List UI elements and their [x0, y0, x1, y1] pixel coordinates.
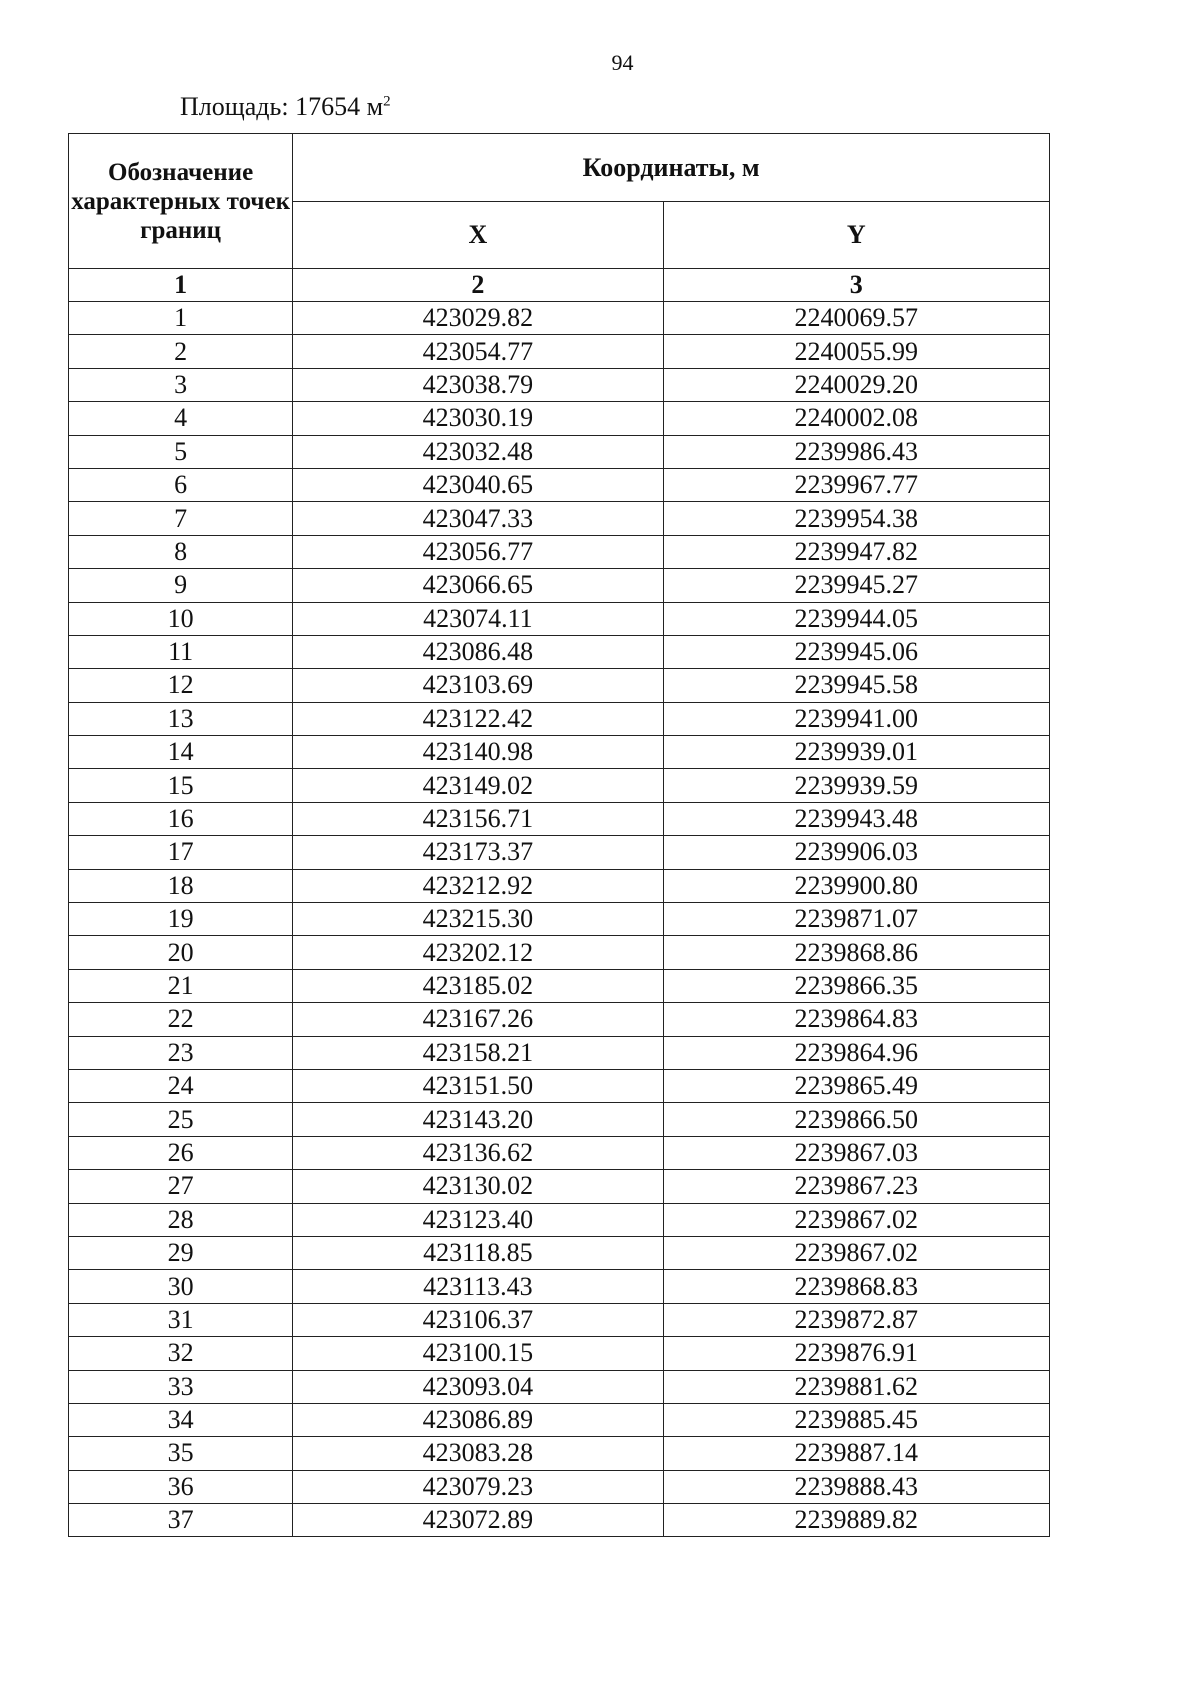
x-coordinate-cell: 423151.50	[293, 1069, 663, 1102]
y-coordinate-cell: 2239887.14	[663, 1437, 1049, 1470]
x-coordinate-cell: 423143.20	[293, 1103, 663, 1136]
x-coordinate-cell: 423030.19	[293, 402, 663, 435]
table-row	[69, 769, 1050, 802]
point-number-cell: 26	[69, 1136, 293, 1169]
y-coordinate-cell: 2239871.07	[663, 903, 1049, 936]
y-coordinate-cell: 2239947.82	[663, 535, 1049, 568]
table-row	[69, 402, 1050, 435]
x-coordinate-cell: 423215.30	[293, 903, 663, 936]
y-coordinate-cell: 2239867.02	[663, 1236, 1049, 1269]
point-number-cell: 7	[69, 502, 293, 535]
point-number-cell: 2	[69, 335, 293, 368]
y-coordinate-cell: 2239876.91	[663, 1337, 1049, 1370]
y-coordinate-cell: 2239986.43	[663, 435, 1049, 468]
y-coordinate-cell: 2239885.45	[663, 1403, 1049, 1436]
x-coordinate-cell: 423113.43	[293, 1270, 663, 1303]
page-number: 94	[611, 50, 634, 75]
points-column-header: Обозначение характерных точек границ	[69, 134, 293, 269]
x-coordinate-cell: 423212.92	[293, 869, 663, 902]
point-number-cell: 9	[69, 569, 293, 602]
table-row	[69, 302, 1050, 335]
x-coordinate-cell: 423074.11	[293, 602, 663, 635]
x-coordinate-cell: 423136.62	[293, 1136, 663, 1169]
x-coordinate-cell: 423032.48	[293, 435, 663, 468]
y-coordinate-cell: 2239888.43	[663, 1470, 1049, 1503]
y-coordinate-cell: 2240055.99	[663, 335, 1049, 368]
table-row	[69, 1003, 1050, 1036]
x-coordinate-cell: 423056.77	[293, 535, 663, 568]
point-number-cell: 20	[69, 936, 293, 969]
y-coordinate-cell: 2239865.49	[663, 1069, 1049, 1102]
y-coordinate-cell: 2239945.58	[663, 669, 1049, 702]
y-coordinate-cell: 2239967.77	[663, 468, 1049, 501]
y-coordinate-cell: 2239867.23	[663, 1170, 1049, 1203]
table-row	[69, 736, 1050, 769]
point-number-cell: 10	[69, 602, 293, 635]
x-coordinate-cell: 423103.69	[293, 669, 663, 702]
point-number-cell: 33	[69, 1370, 293, 1403]
x-coordinate-cell: 423086.48	[293, 635, 663, 668]
point-number-cell: 31	[69, 1303, 293, 1336]
y-coordinate-cell: 2239864.96	[663, 1036, 1049, 1069]
x-coordinate-cell: 423156.71	[293, 802, 663, 835]
y-coordinate-cell: 2239945.27	[663, 569, 1049, 602]
table-row	[69, 869, 1050, 902]
y-coordinate-cell: 2239881.62	[663, 1370, 1049, 1403]
table-row	[69, 903, 1050, 936]
table-row	[69, 368, 1050, 401]
table-row	[69, 1203, 1050, 1236]
point-number-cell: 29	[69, 1236, 293, 1269]
x-coordinate-cell: 423130.02	[293, 1170, 663, 1203]
table-row	[69, 702, 1050, 735]
point-number-cell: 5	[69, 435, 293, 468]
table-row	[69, 1470, 1050, 1503]
y-coordinate-cell: 2239939.59	[663, 769, 1049, 802]
point-number-cell: 30	[69, 1270, 293, 1303]
y-coordinate-cell: 2239868.86	[663, 936, 1049, 969]
y-coordinate-cell: 2239954.38	[663, 502, 1049, 535]
table-row	[69, 802, 1050, 835]
area-caption	[180, 92, 391, 122]
x-coordinate-cell: 423185.02	[293, 969, 663, 1002]
table-row	[69, 1403, 1050, 1436]
point-number-cell: 25	[69, 1103, 293, 1136]
x-coordinate-cell: 423158.21	[293, 1036, 663, 1069]
x-coordinate-cell: 423040.65	[293, 468, 663, 501]
table-row	[69, 435, 1050, 468]
x-column-header: X	[293, 202, 663, 269]
table-row	[69, 335, 1050, 368]
y-coordinate-cell: 2239866.35	[663, 969, 1049, 1002]
table-row	[69, 969, 1050, 1002]
point-number-cell: 15	[69, 769, 293, 802]
column-number-row	[69, 269, 1050, 302]
x-coordinate-cell: 423054.77	[293, 335, 663, 368]
y-coordinate-cell: 2239900.80	[663, 869, 1049, 902]
x-coordinate-cell: 423100.15	[293, 1337, 663, 1370]
y-coordinate-cell: 2239866.50	[663, 1103, 1049, 1136]
y-coordinate-cell: 2240069.57	[663, 302, 1049, 335]
coordinates-group-header: Координаты, м	[293, 134, 1050, 202]
x-coordinate-cell: 423079.23	[293, 1470, 663, 1503]
header-row-1	[69, 134, 1050, 202]
point-number-cell: 3	[69, 368, 293, 401]
x-coordinate-cell: 423083.28	[293, 1437, 663, 1470]
table-row	[69, 635, 1050, 668]
point-number-cell: 16	[69, 802, 293, 835]
table-row	[69, 602, 1050, 635]
point-number-cell: 14	[69, 736, 293, 769]
point-number-cell: 18	[69, 869, 293, 902]
y-coordinate-cell: 2239945.06	[663, 635, 1049, 668]
x-coordinate-cell: 423167.26	[293, 1003, 663, 1036]
x-coordinate-cell: 423072.89	[293, 1504, 663, 1537]
x-coordinate-cell: 423149.02	[293, 769, 663, 802]
table-row	[69, 502, 1050, 535]
y-coordinate-cell: 2239939.01	[663, 736, 1049, 769]
table-row	[69, 569, 1050, 602]
x-coordinate-cell: 423086.89	[293, 1403, 663, 1436]
column-number-1: 1	[69, 269, 293, 302]
table-row	[69, 468, 1050, 501]
point-number-cell: 23	[69, 1036, 293, 1069]
table-row	[69, 669, 1050, 702]
x-coordinate-cell: 423173.37	[293, 836, 663, 869]
x-coordinate-cell: 423029.82	[293, 302, 663, 335]
table-row	[69, 1303, 1050, 1336]
table-row	[69, 1270, 1050, 1303]
table-row	[69, 1337, 1050, 1370]
y-coordinate-cell: 2239941.00	[663, 702, 1049, 735]
table-row	[69, 1036, 1050, 1069]
table-row	[69, 1103, 1050, 1136]
y-coordinate-cell: 2239872.87	[663, 1303, 1049, 1336]
point-number-cell: 21	[69, 969, 293, 1002]
point-number-cell: 13	[69, 702, 293, 735]
point-number-cell: 1	[69, 302, 293, 335]
y-column-header: Y	[663, 202, 1049, 269]
point-number-cell: 8	[69, 535, 293, 568]
point-number-cell: 17	[69, 836, 293, 869]
table-header	[69, 134, 1050, 302]
table-row	[69, 1069, 1050, 1102]
point-number-cell: 36	[69, 1470, 293, 1503]
point-number-cell: 4	[69, 402, 293, 435]
y-coordinate-cell: 2239867.03	[663, 1136, 1049, 1169]
point-number-cell: 28	[69, 1203, 293, 1236]
y-coordinate-cell: 2239906.03	[663, 836, 1049, 869]
y-coordinate-cell: 2239943.48	[663, 802, 1049, 835]
x-coordinate-cell: 423066.65	[293, 569, 663, 602]
y-coordinate-cell: 2240002.08	[663, 402, 1049, 435]
table-row	[69, 1136, 1050, 1169]
point-number-cell: 24	[69, 1069, 293, 1102]
x-coordinate-cell: 423118.85	[293, 1236, 663, 1269]
point-number-cell: 37	[69, 1504, 293, 1537]
table-row	[69, 1236, 1050, 1269]
column-number-2: 2	[293, 269, 663, 302]
table-row	[69, 836, 1050, 869]
table-row	[69, 1170, 1050, 1203]
column-number-3: 3	[663, 269, 1049, 302]
x-coordinate-cell: 423106.37	[293, 1303, 663, 1336]
x-coordinate-cell: 423038.79	[293, 368, 663, 401]
x-coordinate-cell: 423047.33	[293, 502, 663, 535]
x-coordinate-cell: 423122.42	[293, 702, 663, 735]
y-coordinate-cell: 2240029.20	[663, 368, 1049, 401]
point-number-cell: 35	[69, 1437, 293, 1470]
y-coordinate-cell: 2239944.05	[663, 602, 1049, 635]
table-row	[69, 936, 1050, 969]
table-row	[69, 1370, 1050, 1403]
x-coordinate-cell: 423093.04	[293, 1370, 663, 1403]
area-label: Площадь: 17654 м	[180, 92, 384, 121]
point-number-cell: 32	[69, 1337, 293, 1370]
x-coordinate-cell: 423140.98	[293, 736, 663, 769]
y-coordinate-cell: 2239889.82	[663, 1504, 1049, 1537]
point-number-cell: 22	[69, 1003, 293, 1036]
point-number-cell: 19	[69, 903, 293, 936]
x-coordinate-cell: 423202.12	[293, 936, 663, 969]
point-number-cell: 12	[69, 669, 293, 702]
y-coordinate-cell: 2239867.02	[663, 1203, 1049, 1236]
x-coordinate-cell: 423123.40	[293, 1203, 663, 1236]
coordinates-table	[68, 133, 1050, 1537]
table-row	[69, 1437, 1050, 1470]
y-coordinate-cell: 2239864.83	[663, 1003, 1049, 1036]
point-number-cell: 11	[69, 635, 293, 668]
table-row	[69, 1504, 1050, 1537]
y-coordinate-cell: 2239868.83	[663, 1270, 1049, 1303]
point-number-cell: 27	[69, 1170, 293, 1203]
point-number-cell: 6	[69, 468, 293, 501]
table-body	[69, 302, 1050, 1537]
point-number-cell: 34	[69, 1403, 293, 1436]
table-row	[69, 535, 1050, 568]
area-unit-exponent: 2	[383, 93, 391, 110]
